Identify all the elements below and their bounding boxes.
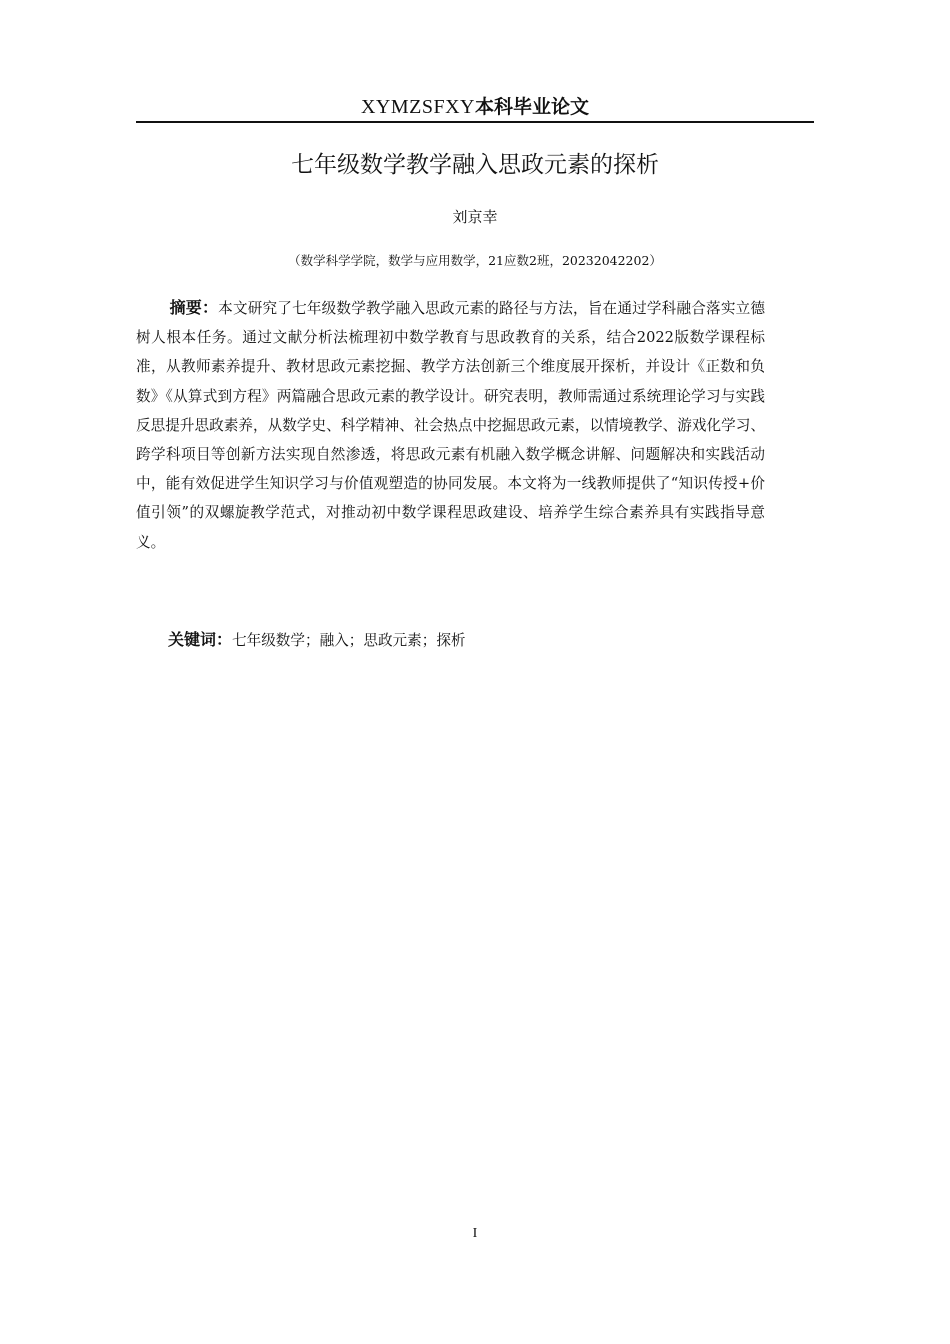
abstract-text: 本文研究了七年级数学教学融入思政元素的路径与方法，旨在通过学科融合落实立德树人根本任务。通过文献分析法梳理初中数学教育与思政教育的关系，结合2022版数学课程标准，从教师素养提升、教材思政元素挖掘、教学方法创新三个维度展开探析，并设计《正数和负数》《从算式到方程》两篇融合思政元素的教学设计。研究表明，教师需通过系统理论学习与实践反思提升思政素养，从数学史、科学精神、社会热点中挖掘思政元素，以情境教学、游戏化学习、跨学科项目等创新方法实现自然渗透，将思政元素有机融入数学概念讲解、问题解决和实践活动中，能有效促进学生知识学习与价值观塑造的协同发展。本文将为一线教师提供了“知识传授+价值引领”的双螺旋教学范式，对推动初中数学课程思政建设、培养学生综合素养具有实践指导意义。 — [136, 300, 765, 551]
keywords-line — [168, 625, 768, 655]
header-divider — [136, 121, 814, 123]
author-name: 刘京幸 — [452, 208, 498, 226]
keywords-label: 关键词： — [168, 630, 233, 649]
header-label: 本科毕业论文 — [475, 96, 590, 118]
abstract-paragraph — [136, 293, 765, 557]
running-header — [136, 92, 814, 120]
author-affiliation: （数学科学学院，数学与应用数学，21应数2班，20232042202） — [288, 253, 662, 268]
header-code: XYMZSFXY — [360, 96, 475, 118]
keywords-text: 七年级数学；融入；思政元素；探析 — [232, 632, 466, 649]
page-number: I — [472, 1226, 478, 1241]
paper-title: 七年级数学教学融入思政元素的探析 — [291, 152, 659, 178]
abstract-label: 摘要： — [169, 298, 219, 317]
